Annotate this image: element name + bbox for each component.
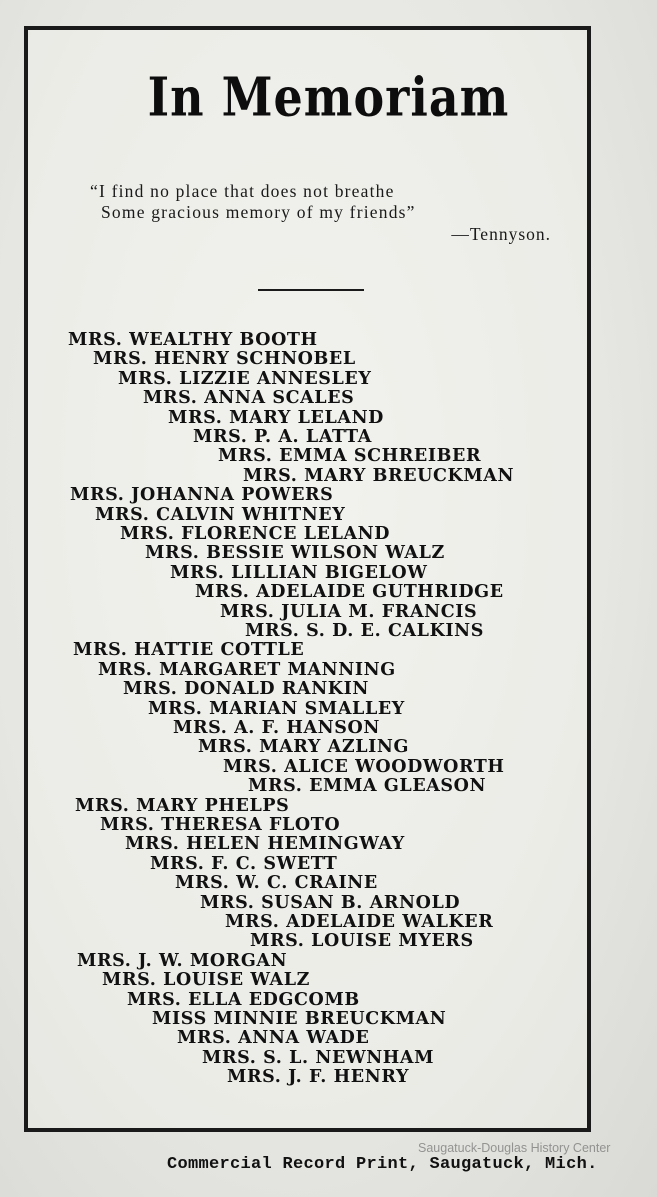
memorial-name: MRS. JULIA M. FRANCIS <box>220 601 478 622</box>
memorial-name: MRS. MARY BREUCKMAN <box>243 465 515 486</box>
memorial-name: MRS. W. C. CRAINE <box>175 873 378 894</box>
memorial-name: MRS. ADELAIDE WALKER <box>225 912 494 932</box>
memorial-name: MRS. P. A. LATTA <box>193 427 372 447</box>
memorial-name: MRS. JOHANNA POWERS <box>70 485 334 506</box>
memorial-name: MRS. LIZZIE ANNESLEY <box>118 368 372 389</box>
memorial-name: MRS. EMMA SCHREIBER <box>218 446 482 467</box>
memorial-name: MRS. MARGARET MANNING <box>98 659 396 680</box>
memorial-name: MRS. FLORENCE LELAND <box>120 524 391 544</box>
memorial-name: MRS. MARY AZLING <box>198 737 410 758</box>
watermark: Saugatuck-Douglas History Center <box>418 1141 611 1155</box>
memorial-name: MRS. BESSIE WILSON WALZ <box>145 543 445 564</box>
memorial-name: MRS. ADELAIDE GUTHRIDGE <box>195 582 504 603</box>
memorial-name: MRS. ELLA EDGCOMB <box>127 989 360 1010</box>
memorial-name: MRS. J. W. MORGAN <box>77 950 288 971</box>
divider-rule <box>258 289 364 291</box>
memorial-name: MRS. S. D. E. CALKINS <box>245 621 485 641</box>
memorial-name: MRS. MARY PHELPS <box>75 795 290 816</box>
memorial-name: MRS. DONALD RANKIN <box>123 679 369 700</box>
memorial-name: MRS. F. C. SWETT <box>150 853 338 874</box>
memorial-name: MRS. HATTIE COTTLE <box>73 640 305 661</box>
quote-line-2: Some gracious memory of my friends” <box>101 202 416 222</box>
memorial-name: MRS. WEALTHY BOOTH <box>68 330 318 350</box>
memorial-name: MRS. A. F. HANSON <box>173 718 380 738</box>
memorial-name: MRS. LILLIAN BIGELOW <box>170 562 428 583</box>
memorial-name: MRS. S. L. NEWNHAM <box>202 1047 435 1068</box>
memorial-name: MRS. SUSAN B. ARNOLD <box>200 892 461 913</box>
memorial-name: MRS. ANNA SCALES <box>143 388 355 409</box>
memorial-name: MRS. MARIAN SMALLEY <box>148 698 405 719</box>
quote-attribution: —Tennyson. <box>451 224 551 244</box>
printer-credit: Commercial Record Print, Saugatuck, Mich. <box>167 1155 598 1174</box>
memorial-name: MRS. CALVIN WHITNEY <box>95 504 346 525</box>
memorial-name: MRS. HENRY SCHNOBEL <box>93 349 356 370</box>
memorial-name: MRS. MARY LELAND <box>168 407 384 428</box>
quote-line-1: “I find no place that does not breathe <box>90 181 395 201</box>
memorial-name: MRS. ANNA WADE <box>177 1028 370 1049</box>
memorial-name: MRS. THERESA FLOTO <box>100 815 341 835</box>
memorial-name: MISS MINNIE BREUCKMAN <box>152 1009 447 1029</box>
names-list <box>0 331 657 1091</box>
memorial-name: MRS. J. F. HENRY <box>227 1067 410 1088</box>
page-title: In Memoriam <box>147 65 510 129</box>
memorial-name: MRS. EMMA GLEASON <box>248 776 487 797</box>
memorial-name: MRS. HELEN HEMINGWAY <box>125 834 405 855</box>
memorial-name: MRS. ALICE WOODWORTH <box>223 756 505 777</box>
memorial-name: MRS. LOUISE WALZ <box>102 970 310 991</box>
memorial-name: MRS. LOUISE MYERS <box>250 931 474 952</box>
